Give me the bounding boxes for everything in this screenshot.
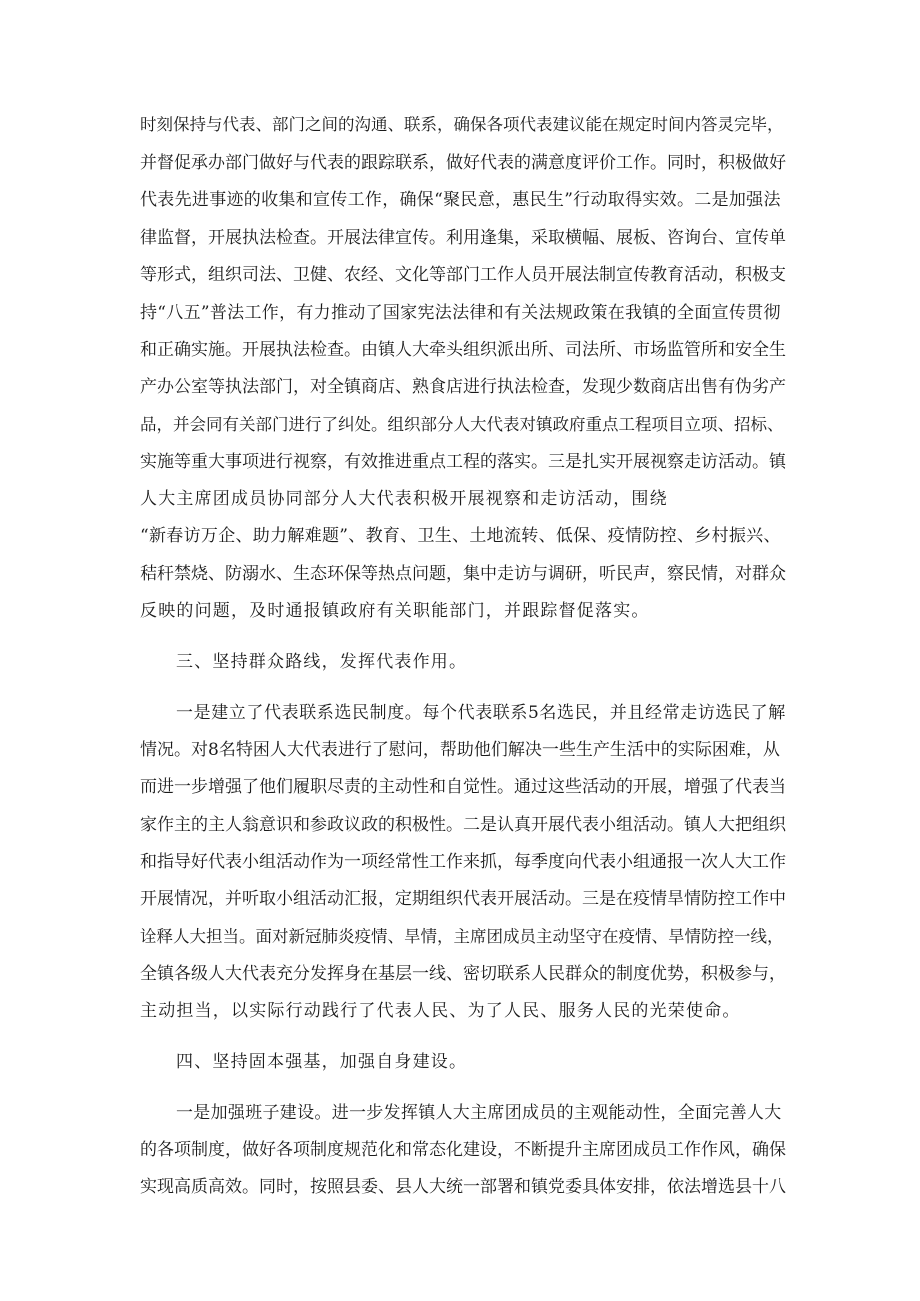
body-text-line: 一是建立了代表联系选民制度。每个代表联系5名选民，并且经常走访选民了解	[176, 703, 786, 723]
section-heading: 三、坚持群众路线，发挥代表作用。	[176, 652, 468, 672]
body-text-line: 代表先进事迹的收集和宣传工作，确保“聚民意，惠民生”行动取得实效。二是加强法	[140, 190, 781, 210]
body-text-line: 反映的问题，及时通报镇政府有关职能部门，并跟踪督促落实。	[140, 601, 650, 621]
body-text-line: 品，并会同有关部门进行了纠处。组织部分人大代表对镇政府重点工程项目立项、招标、	[140, 415, 784, 434]
body-text-line: 并督促承办部门做好与代表的跟踪联系，做好代表的满意度评价工作。同时，积极做好	[140, 153, 786, 173]
body-text-line: 家作主的主人翁意识和参政议政的积极性。二是认真开展代表小组活动。镇人大把组织	[140, 815, 786, 835]
body-text-line: 等形式，组织司法、卫健、农经、文化等部门工作人员开展法制宣传教育活动，积极支	[140, 265, 786, 285]
body-text-line: “新春访万企、助力解难题”、教育、卫生、土地流转、低保、疫情防控、乡村振兴、	[140, 526, 781, 546]
body-text-line: 和指导好代表小组活动作为一项经常性工作来抓，每季度向代表小组通报一次人大工作	[140, 852, 786, 872]
section-heading: 四、坚持固本强基，加强自身建设。	[176, 1052, 468, 1072]
body-text-line: 一是加强班子建设。进一步发挥镇人大主席团成员的主观能动性，全面完善人大	[176, 1103, 782, 1123]
body-text-line: 全镇各级人大代表充分发挥身在基层一线、密切联系人民群众的制度优势，积极参与，	[140, 964, 786, 984]
body-text-line: 诠释人大担当。面对新冠肺炎疫情、旱情，主席团成员主动坚守在疫情、旱情防控一线，	[140, 927, 784, 946]
body-text-line: 持“八五”普法工作，有力推动了国家宪法法律和有关法规政策在我镇的全面宣传贯彻	[140, 303, 781, 323]
body-text-line: 和正确实施。开展执法检查。由镇人大牵头组织派出所、司法所、市场监管所和安全生	[140, 340, 786, 360]
body-text-line: 律监督，开展执法检查。开展法律宣传。利用逢集，采取横幅、展板、咨询台、宣传单	[140, 228, 786, 248]
body-text-line: 的各项制度，做好各项制度规范化和常态化建设，不断提升主席团成员工作作风，确保	[140, 1140, 786, 1160]
body-text-line: 情况。对8名特困人大代表进行了慰问，帮助他们解决一些生产生活中的实际困难，从	[140, 740, 780, 760]
body-text-line: 实施等重大事项进行视察，有效推进重点工程的落实。三是扎实开展视察走访活动。镇	[140, 452, 786, 472]
body-text-line: 产办公室等执法部门，对全镇商店、熟食店进行执法检查，发现少数商店出售有伪劣产	[140, 377, 786, 397]
body-text-line: 实现高质高效。同时，按照县委、县人大统一部署和镇党委具体安排，依法增选县十八	[140, 1177, 786, 1197]
body-text-line: 时刻保持与代表、部门之间的沟通、联系，确保各项代表建议能在规定时间内答灵完毕，	[140, 115, 784, 134]
body-text-line: 人大主席团成员协同部分人大代表积极开展视察和走访活动，围绕	[140, 489, 668, 509]
body-text-line: 而进一步增强了他们履职尽责的主动性和自觉性。通过这些活动的开展，增强了代表当	[140, 777, 786, 797]
body-text-line: 开展情况，并听取小组活动汇报，定期组织代表开展活动。三是在疫情旱情防控工作中	[140, 889, 786, 909]
body-text-line: 秸秆禁烧、防溺水、生态环保等热点问题，集中走访与调研，听民声，察民情，对群众	[140, 564, 786, 584]
body-text-line: 主动担当，以实际行动践行了代表人民、为了人民、服务人民的光荣使命。	[140, 1001, 741, 1021]
